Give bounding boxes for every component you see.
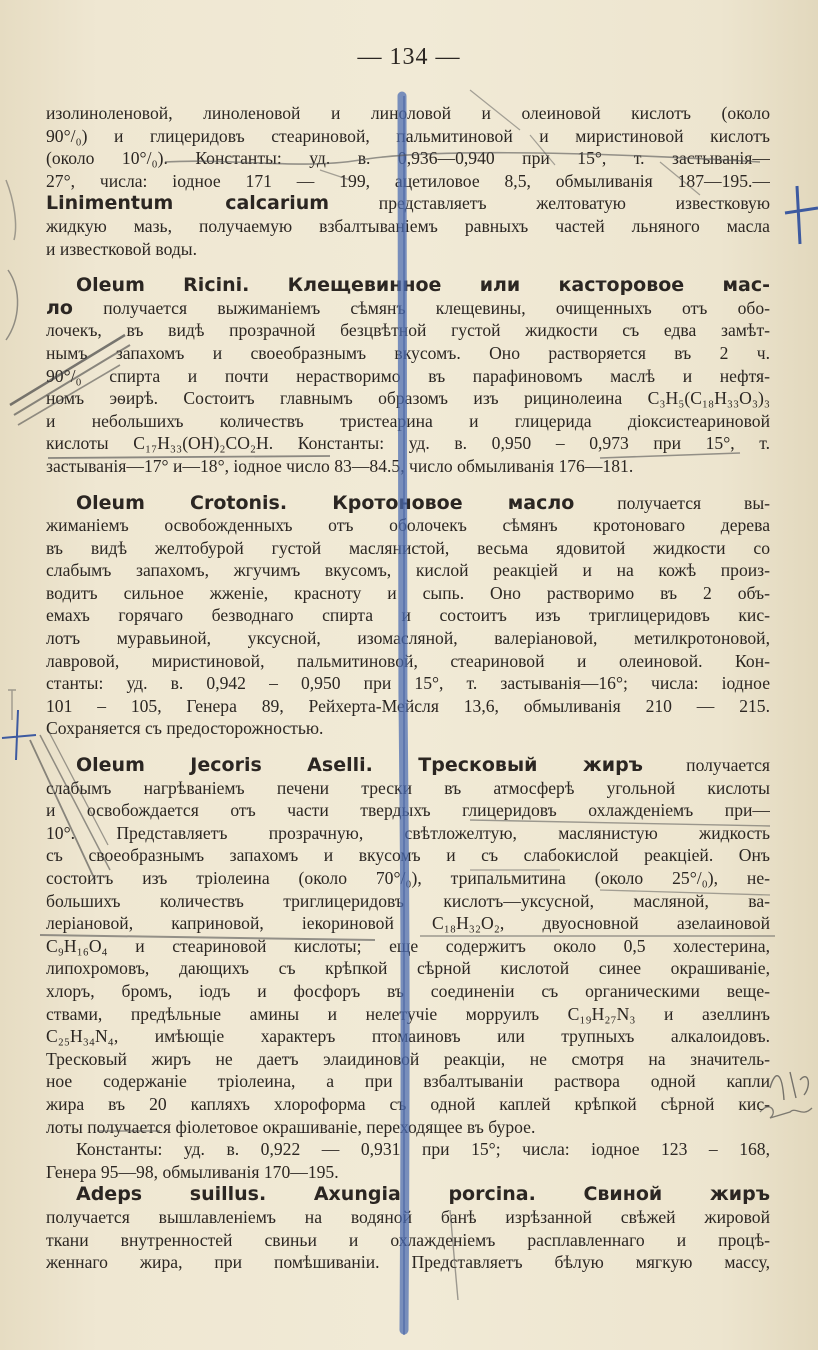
- text-line: Константы: уд. в. 0,922 — 0,931 при 15°; числа: іодное 123 – 168,: [76, 1139, 770, 1160]
- text-line: слабымъ нагрѣваніемъ печени трески въ атмосферѣ угольной кислоты: [46, 777, 770, 798]
- text-line: кислоты C₁₇H₃₃(OH)₂CO₂H. Константы: уд. в. 0,950 – 0,973 при 15°, т.: [46, 433, 770, 454]
- text-line: лавровой, миристиновой, пальмитиновой, стеариновой и олеиновой. Кон-: [46, 650, 770, 671]
- text-line: ствами, предѣльные амины и нелетучіе морруилъ C₁₉H₂₇N₃ и азеллинъ: [46, 1003, 770, 1024]
- text-line: ткани внутренностей свиньи и охлажденіемъ расплавленнаго и процѣ-: [46, 1229, 770, 1250]
- text-line: 101 – 105, Генера 89, Рейхерта-Мейсля 13,6, обмыливанія 210 — 215.: [46, 695, 770, 716]
- text-line: Oleum Ricini. Клещевинное или касторовое мас-: [76, 274, 770, 297]
- text-line: липохромовъ, дающихъ съ крѣпкой сѣрной кислотой синее окрашиваніе,: [46, 958, 770, 979]
- text-line: жидкую мазь, получаемую взбалтываніемъ равныхъ частей льняного масла: [46, 215, 770, 236]
- paragraph-gap: [46, 260, 770, 274]
- text-line: лоты получается фіолетовое окрашиваніе, переходящее въ бурое.: [46, 1116, 536, 1137]
- text-line: съ своеобразнымъ запахомъ и вкусомъ и съ слабокислой реакціей. Онъ: [46, 845, 770, 866]
- text-line: Linimentum calcarium представляетъ желтоватую известковую: [46, 192, 770, 215]
- text-line: получается вышлавленіемъ на водяной банѣ изрѣзанной свѣжей жировой: [46, 1206, 770, 1227]
- text-line: Adeps suillus. Axungia porcina. Свиной жиръ: [76, 1183, 770, 1206]
- text-line: емахъ горячаго безводнаго спирта и состоитъ изъ триглицеридовъ кис-: [46, 605, 770, 626]
- text-line: 90°/₀ спирта и почти нерастворимо въ парафиновомъ маслѣ и нефтя-: [46, 365, 770, 386]
- text-line: и небольшихъ количествъ тристеарина и глицерида діоксистеариновой: [46, 410, 770, 431]
- text-line: женнаго жира, при помѣшиваніи. Представляетъ бѣлую мягкую массу,: [46, 1252, 770, 1273]
- text-line: ло получается выжиманіемъ сѣмянъ клещевины, очищенныхъ отъ обо-: [46, 296, 770, 319]
- text-line: 10°. Представляетъ прозрачную, свѣтложелтую, маслянистую жидкость: [46, 822, 770, 843]
- body-text: [46, 102, 770, 1274]
- text-line: лотъ муравьиной, уксусной, изомасляной, валеріановой, метилкротоновой,: [46, 628, 770, 649]
- text-line: въ видѣ желтобурой густой маслянистой, весьма ядовитой жидкости со: [46, 537, 770, 558]
- text-line: хлоръ, бромъ, іодъ и фосфоръ въ соединеніи съ органическими веще-: [46, 980, 770, 1001]
- text-line: нымъ запахомъ и своеобразнымъ вкусомъ. Оно растворяется въ 2 ч.: [46, 342, 770, 363]
- text-line: станты: уд. в. 0,942 – 0,950 при 15°, т. застыванія—16°; числа: іодное: [46, 673, 770, 694]
- text-line: изолиноленовой, линоленовой и линоловой и олеиновой кислотъ (около: [46, 103, 770, 123]
- page-number: — 134 —: [357, 44, 461, 70]
- text-line: жира въ 20 капляхъ хлороформа съ одной каплей крѣпкой сѣрной кис-: [46, 1093, 770, 1114]
- text-line: номъ эѳирѣ. Состоитъ главнымъ образомъ изъ рицинолеина C₃H₅(C₁₈H₃₃O₃)₃: [46, 388, 770, 409]
- text-line: Тресковый жиръ не даетъ элаидиновой реакціи, не смотря на значитель-: [46, 1048, 770, 1069]
- text-line: и известковой воды.: [46, 238, 198, 259]
- text-line: жиманіемъ освобожденныхъ отъ оболочекъ сѣмянъ кротоноваго дерева: [46, 515, 770, 536]
- text-line: 27°, числа: іодное 171 — 199, ацетиловое 8,5, обмыливанія 187—195.—: [46, 170, 770, 191]
- text-line: большихъ количествъ триглицеридовъ кислотъ—уксусной, масляной, ва-: [46, 890, 770, 911]
- paragraph-gap: [46, 740, 770, 754]
- text-line: (около 10°/₀). Константы: уд. в. 0,936—0,940 при 15°, т. застыванія—: [46, 148, 770, 169]
- text-line: Oleum Crotonis. Кротоновое масло получается вы-: [76, 491, 770, 514]
- text-line: лочекъ, въ видѣ прозрачной безцвѣтной густой жидкости съ едва замѣт-: [46, 320, 770, 341]
- text-line: застыванія—17° и—18°, іодное число 83—84.5, число обмыливанія 176—181.: [46, 455, 634, 476]
- paragraph-gap: [46, 478, 770, 492]
- text-line: Oleum Jecoris Aselli. Тресковый жиръ получается: [76, 754, 770, 777]
- text-line: и освобождается отъ части твердыхъ глицеридовъ охлажденіемъ при—: [46, 800, 770, 821]
- text-line: Сохраняется съ предосторожностью.: [46, 718, 324, 739]
- text-line: ное содержаніе тріолеина, а при взбалтываніи раствора одной капли: [46, 1071, 770, 1092]
- text-line: леріановой, каприновой, іекориновой C₁₈H₃₂O₂, двуосновной азелаиновой: [46, 913, 770, 934]
- text-line: состоитъ изъ тріолеина (около 70°/₀), трипальмитина (около 25°/₀), не-: [46, 868, 770, 888]
- text-line: Генера 95—98, обмыливанія 170—195.: [46, 1161, 339, 1182]
- text-line: C₉H₁₆O₄ и стеариновой кислоты; еще содержитъ около 0,5 холестерина,: [46, 935, 770, 956]
- text-line: водитъ сильное жженіе, красноту и сыпь. Оно растворимо въ 2 объ-: [46, 582, 770, 603]
- text-line: слабымъ запахомъ, жгучимъ вкусомъ, кислой реакціей и на кожѣ произ-: [46, 560, 770, 581]
- text-line: 90°/₀) и глицеридовъ стеариновой, пальмитиновой и миристиновой кислотъ: [46, 125, 770, 146]
- text-line: C₂₅H₃₄N₄, имѣющіе характеръ птомаиновъ или трупныхъ алкалоидовъ.: [46, 1026, 770, 1047]
